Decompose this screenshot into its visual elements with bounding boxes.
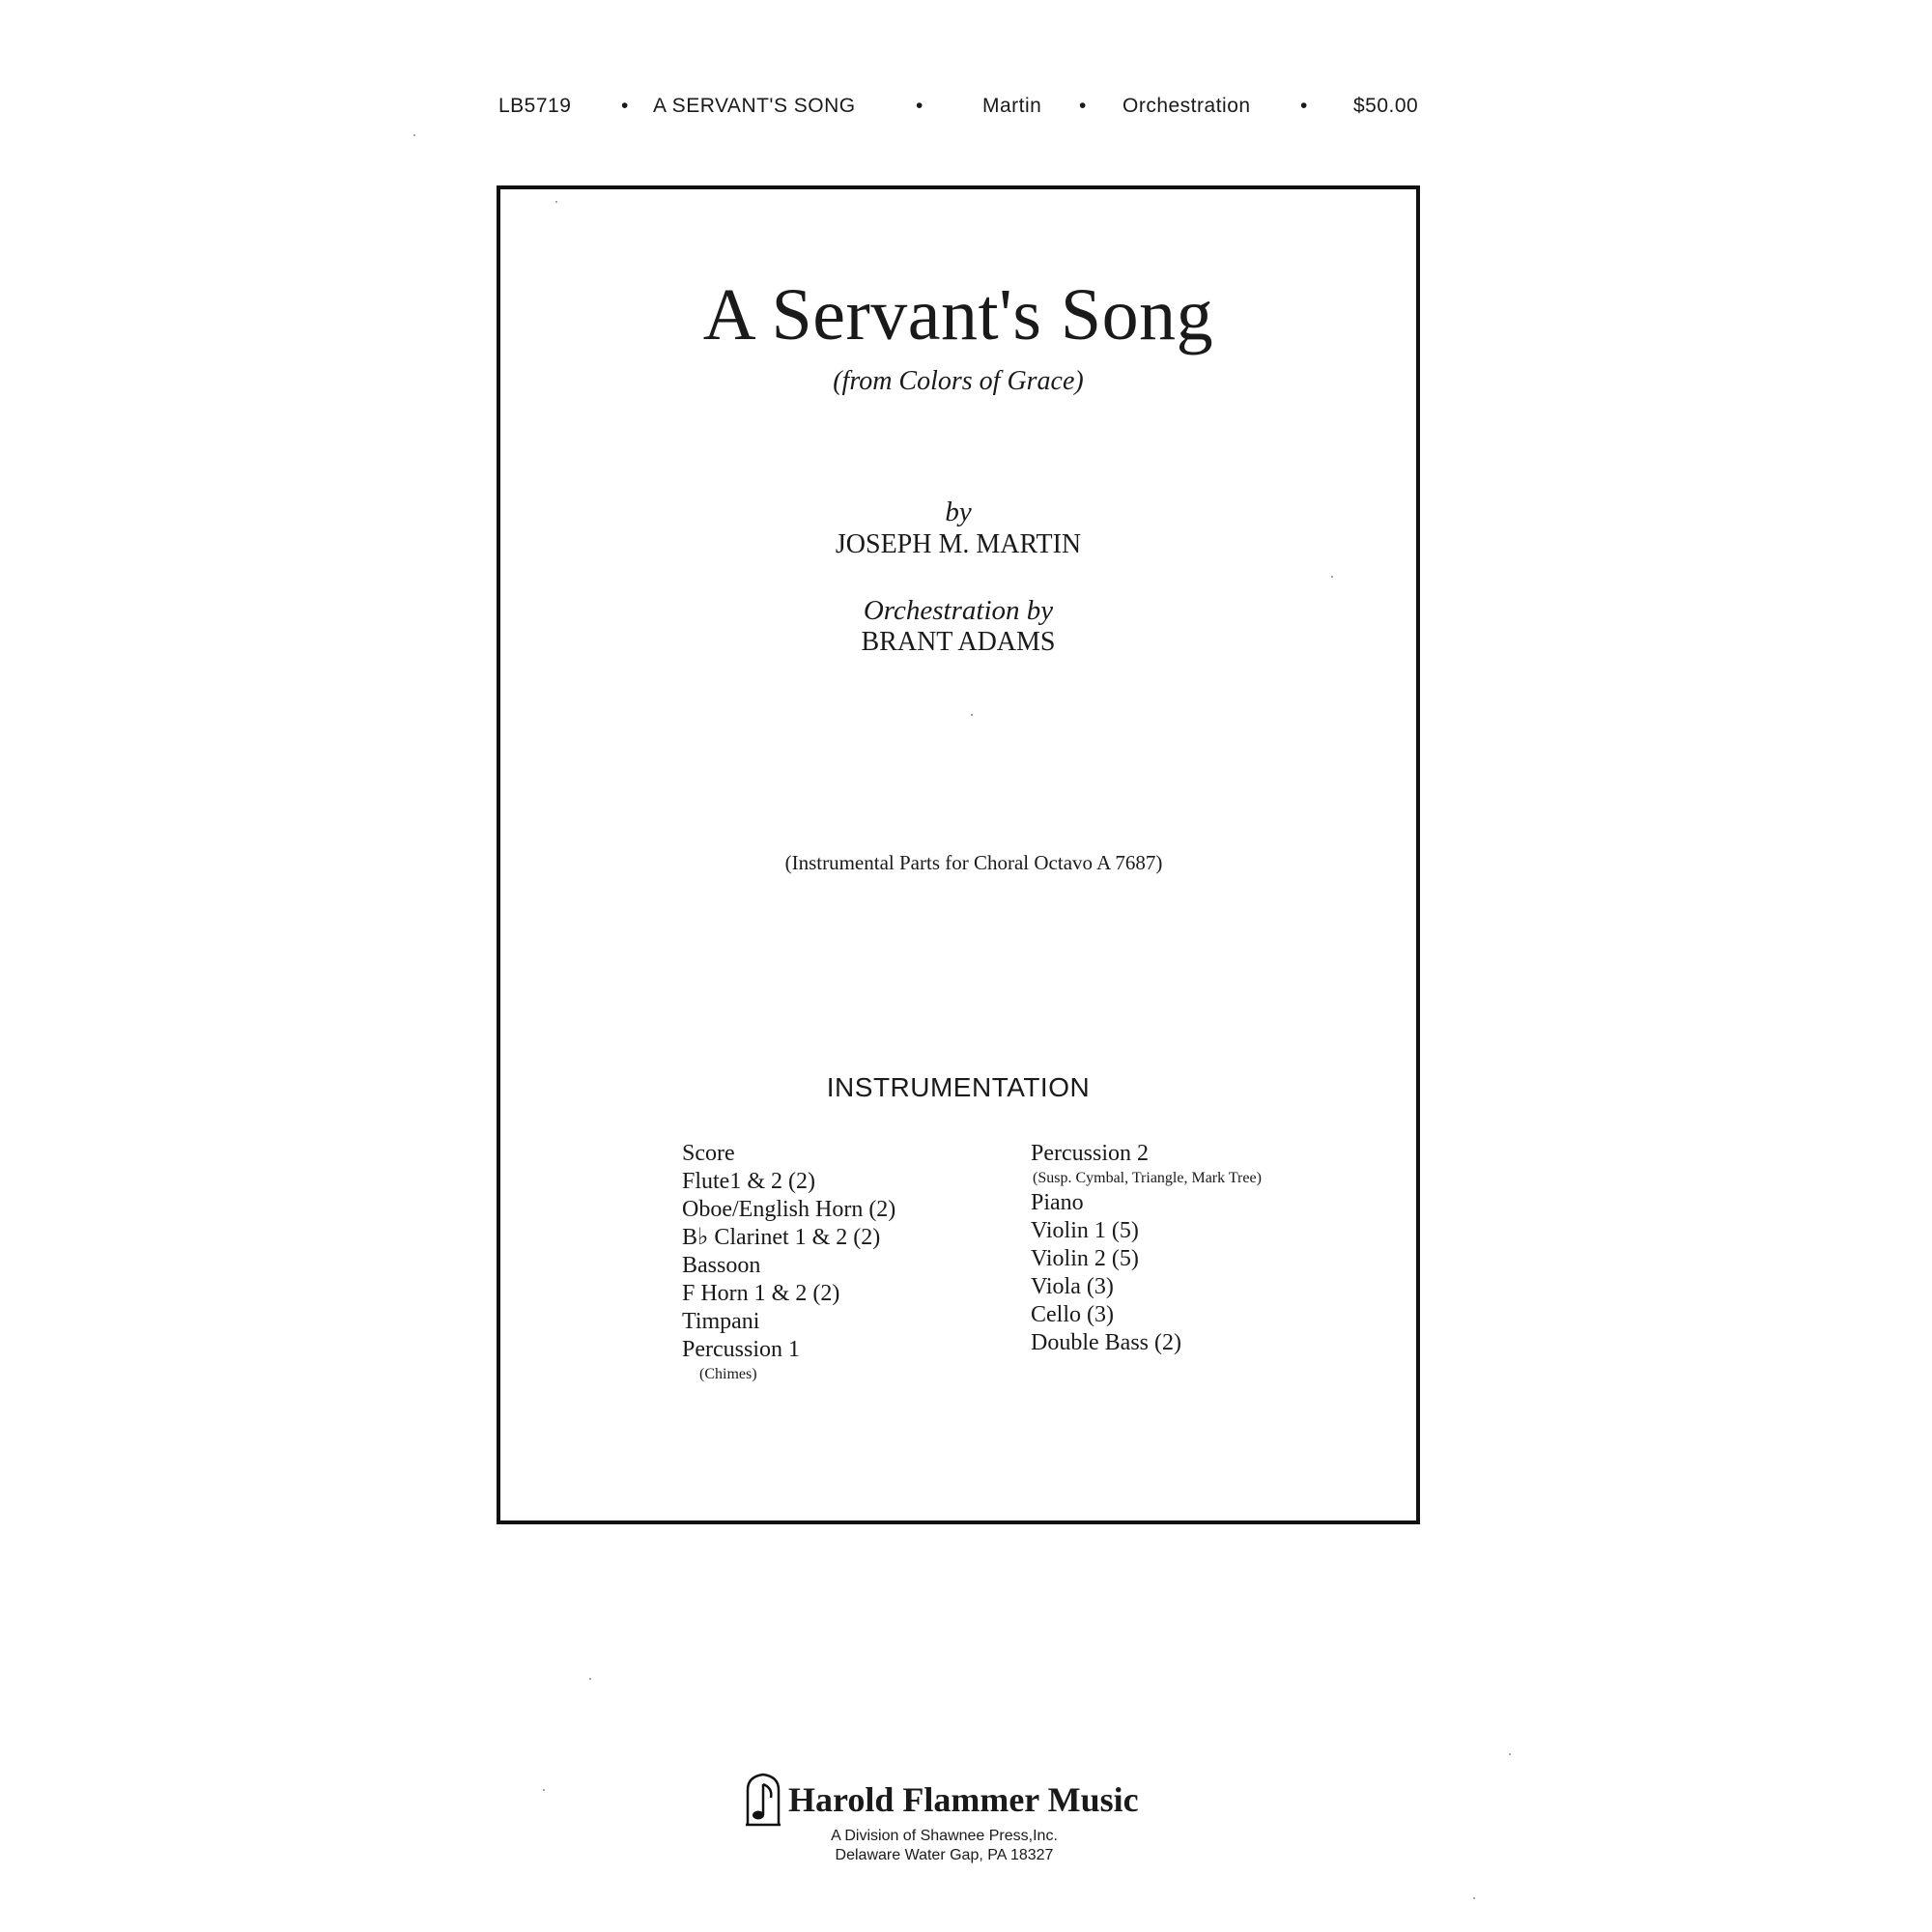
publisher-logo-icon: [744, 1773, 782, 1827]
instrument-item: Score: [682, 1141, 735, 1166]
instrument-item: Piano: [1031, 1190, 1084, 1215]
instrument-item: Oboe/English Horn (2): [682, 1197, 896, 1222]
header-title: A SERVANT'S SONG: [653, 95, 856, 117]
parts-note: (Instrumental Parts for Choral Octavo A 7687): [784, 851, 1163, 874]
header-bullet: •: [916, 95, 923, 117]
instrumentation-heading: INSTRUMENTATION: [826, 1072, 1091, 1102]
scan-speck: [555, 201, 557, 203]
header-bullet: •: [1300, 95, 1308, 117]
scan-speck: [1473, 1897, 1475, 1899]
instrument-note: (Chimes): [699, 1366, 757, 1382]
instrument-list-right: [1031, 1140, 1262, 1357]
header-composer: Martin: [982, 95, 1042, 117]
catalog-code: LB5719: [498, 95, 572, 117]
instrument-item: Flute1 & 2 (2): [682, 1169, 815, 1194]
orchestrator-name: BRANT ADAMS: [861, 627, 1056, 657]
instrument-item: Bassoon: [682, 1253, 761, 1278]
instrument-item: Timpani: [682, 1309, 760, 1334]
publisher-address: Delaware Water Gap, PA 18327: [835, 1847, 1054, 1863]
scan-speck: [1509, 1753, 1511, 1755]
publisher-division: A Division of Shawnee Press,Inc.: [831, 1828, 1058, 1844]
instrument-list-left: [682, 1140, 895, 1385]
instrument-item: Double Bass (2): [1031, 1330, 1181, 1355]
instrument-item: Percussion 2: [1031, 1141, 1149, 1166]
instrument-item: Violin 1 (5): [1031, 1218, 1139, 1243]
scan-speck: [543, 1789, 545, 1791]
publisher-name: Harold Flammer Music: [788, 1780, 1139, 1819]
cover-title: A Servant's Song: [702, 274, 1214, 355]
instrument-item: Percussion 1: [682, 1337, 800, 1362]
cover-subtitle: (from Colors of Grace): [833, 366, 1084, 396]
instrument-item: Violin 2 (5): [1031, 1246, 1139, 1271]
instrument-item: Cello (3): [1031, 1302, 1114, 1327]
instrument-item: F Horn 1 & 2 (2): [682, 1281, 840, 1306]
header-bullet: •: [621, 95, 629, 117]
header-price: $50.00: [1353, 95, 1419, 117]
scan-speck: [413, 134, 415, 136]
instrument-item: B♭ Clarinet 1 & 2 (2): [682, 1225, 881, 1250]
by-label: by: [945, 497, 972, 527]
scan-speck: [589, 1678, 591, 1680]
orchestration-label: Orchestration by: [863, 595, 1054, 626]
instrument-note: (Susp. Cymbal, Triangle, Mark Tree): [1033, 1170, 1262, 1186]
scan-speck: [1331, 576, 1333, 578]
header-type: Orchestration: [1122, 95, 1251, 117]
header-bullet: •: [1079, 95, 1087, 117]
scan-speck: [971, 714, 973, 716]
instrument-item: Viola (3): [1031, 1274, 1114, 1299]
publisher-block: [744, 1773, 1188, 1865]
composer-name: JOSEPH M. MARTIN: [835, 529, 1082, 559]
